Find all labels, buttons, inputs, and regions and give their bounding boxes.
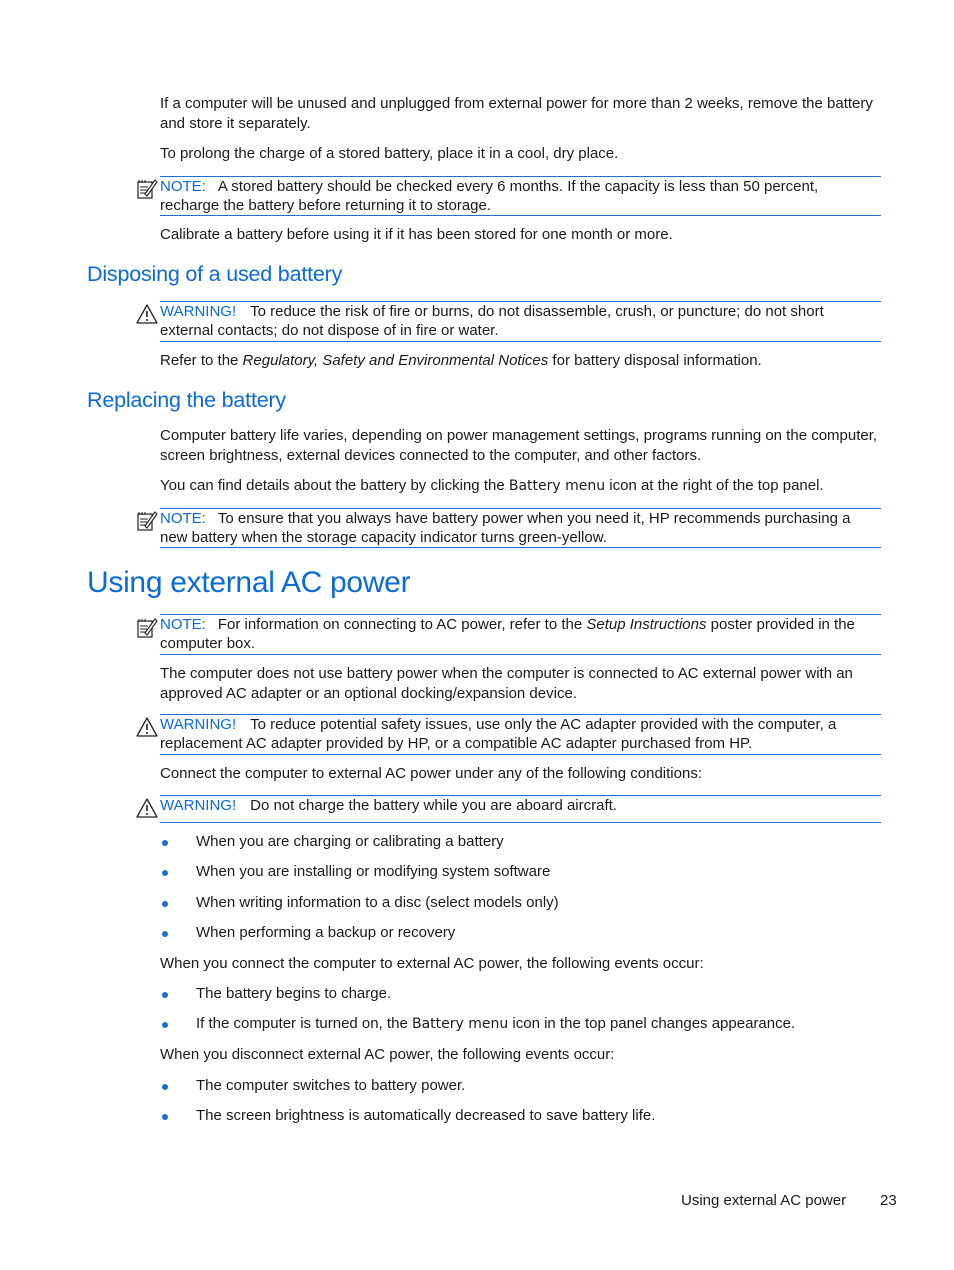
paragraph-calibrate: Calibrate a battery before using it if it has been stored for one month or more. <box>160 226 673 243</box>
bullet-dot <box>162 1022 168 1028</box>
paragraph-prolong-charge: To prolong the charge of a stored battery, place it in a cool, dry place. <box>160 145 619 162</box>
list-item: The battery begins to charge. <box>196 985 392 1002</box>
warning-icon <box>136 716 158 738</box>
note-replacement-body: To ensure that you always have battery power when you need it, HP recommends purchasing a new battery when the storage capacity indicator turns green-yellow. <box>160 510 851 546</box>
warning-aircraft-body: Do not charge the battery while you are aboard aircraft. <box>250 797 617 814</box>
note-box-setup <box>160 614 881 655</box>
paragraph-connect-events: When you connect the computer to external AC power, the following events occur: <box>160 955 704 972</box>
paragraph-disconnect-events: When you disconnect external AC power, the following events occur: <box>160 1046 615 1063</box>
heading-replacing: Replacing the battery <box>87 388 286 412</box>
paragraph-ac-no-battery: The computer does not use battery power when the computer is connected to AC external power with an approved AC adapter or an optional docking/expansion device. <box>160 665 853 702</box>
bullet-dot <box>162 870 168 876</box>
note-box-storage <box>160 176 881 216</box>
bullet-dot <box>162 1114 168 1120</box>
bullet-dot <box>162 1084 168 1090</box>
details-post: icon at the right of the top panel. <box>605 477 824 494</box>
paragraph-unused-battery: If a computer will be unused and unplugged from external power for more than 2 weeks, remove the battery and store it separately. <box>160 95 873 132</box>
page-number: 23 <box>880 1192 897 1209</box>
refer-pre: Refer to the <box>160 352 243 369</box>
heading-disposing: Disposing of a used battery <box>87 262 343 286</box>
warning-icon <box>136 303 158 325</box>
footer-section-title: Using external AC power <box>681 1192 847 1209</box>
warning-label: WARNING! <box>160 797 237 814</box>
note-icon <box>136 510 158 532</box>
list-item <box>196 1014 795 1034</box>
note-label: NOTE: <box>160 178 206 195</box>
paragraph-battery-life: Computer battery life varies, depending on power management settings, programs running on the computer, screen brightness, external devices connected to the computer, and other factors. <box>160 427 878 464</box>
list-item: When you are installing or modifying system software <box>196 863 551 880</box>
note-box-replacement <box>160 508 881 548</box>
warning-icon <box>136 797 158 819</box>
note-icon <box>136 617 158 639</box>
details-pre: You can find details about the battery by clicking the <box>160 477 509 494</box>
paragraph-refer-notices <box>160 351 882 371</box>
list-item: The computer switches to battery power. <box>196 1077 466 1094</box>
note-label: NOTE: <box>160 616 206 633</box>
notices-title: Regulatory, Safety and Environmental Notices <box>242 352 549 369</box>
list-item: When writing information to a disc (select models only) <box>196 894 559 911</box>
paragraph-battery-details <box>160 476 882 497</box>
note-setup-pre: For information on connecting to AC power, refer to the <box>217 616 587 633</box>
list-item: When performing a backup or recovery <box>196 924 456 941</box>
warning-box-adapter <box>160 714 881 755</box>
note-setup-post: poster provided in the computer box. <box>160 616 855 652</box>
event-post: icon in the top panel changes appearance. <box>508 1015 796 1032</box>
bullet-dot <box>162 840 168 846</box>
note-setup-text <box>160 615 881 653</box>
warning-box-disposal <box>160 301 881 342</box>
bullet-dot <box>162 931 168 937</box>
warning-label: WARNING! <box>160 303 237 320</box>
paragraph-conditions-intro: Connect the computer to external AC power under any of the following conditions: <box>160 765 702 782</box>
setup-instructions-title: Setup Instructions <box>586 616 707 633</box>
bullet-dot <box>162 992 168 998</box>
warning-disposal-body: To reduce the risk of fire or burns, do not disassemble, crush, or puncture; do not short external contacts; do not dispose of in fire or water. <box>160 303 824 339</box>
warning-adapter-text <box>160 715 881 753</box>
note-icon <box>136 178 158 200</box>
list-item: The screen brightness is automatically decreased to save battery life. <box>196 1107 656 1124</box>
note-label: NOTE: <box>160 510 206 527</box>
heading-external-ac: Using external AC power <box>87 566 411 599</box>
warning-adapter-body: To reduce potential safety issues, use only the AC adapter provided with the computer, a replacement AC adapter provided by HP, or a compatible AC adapter purchased from HP. <box>160 716 837 752</box>
warning-aircraft-text <box>160 796 881 815</box>
bullet-dot <box>162 901 168 907</box>
warning-box-aircraft <box>160 795 881 823</box>
list-item: When you are charging or calibrating a battery <box>196 833 504 850</box>
note-storage-text <box>160 177 881 215</box>
refer-post: for battery disposal information. <box>548 352 762 369</box>
note-storage-body: A stored battery should be checked every 6 months. If the capacity is less than 50 percent, recharge the battery before returning it to storage. <box>160 178 819 214</box>
warning-label: WARNING! <box>160 716 237 733</box>
warning-disposal-text <box>160 302 881 340</box>
battery-menu-term: Battery menu <box>411 1016 509 1032</box>
note-replacement-text <box>160 509 881 547</box>
battery-menu-term: Battery menu <box>508 478 606 494</box>
event-pre: If the computer is turned on, the <box>196 1015 412 1032</box>
